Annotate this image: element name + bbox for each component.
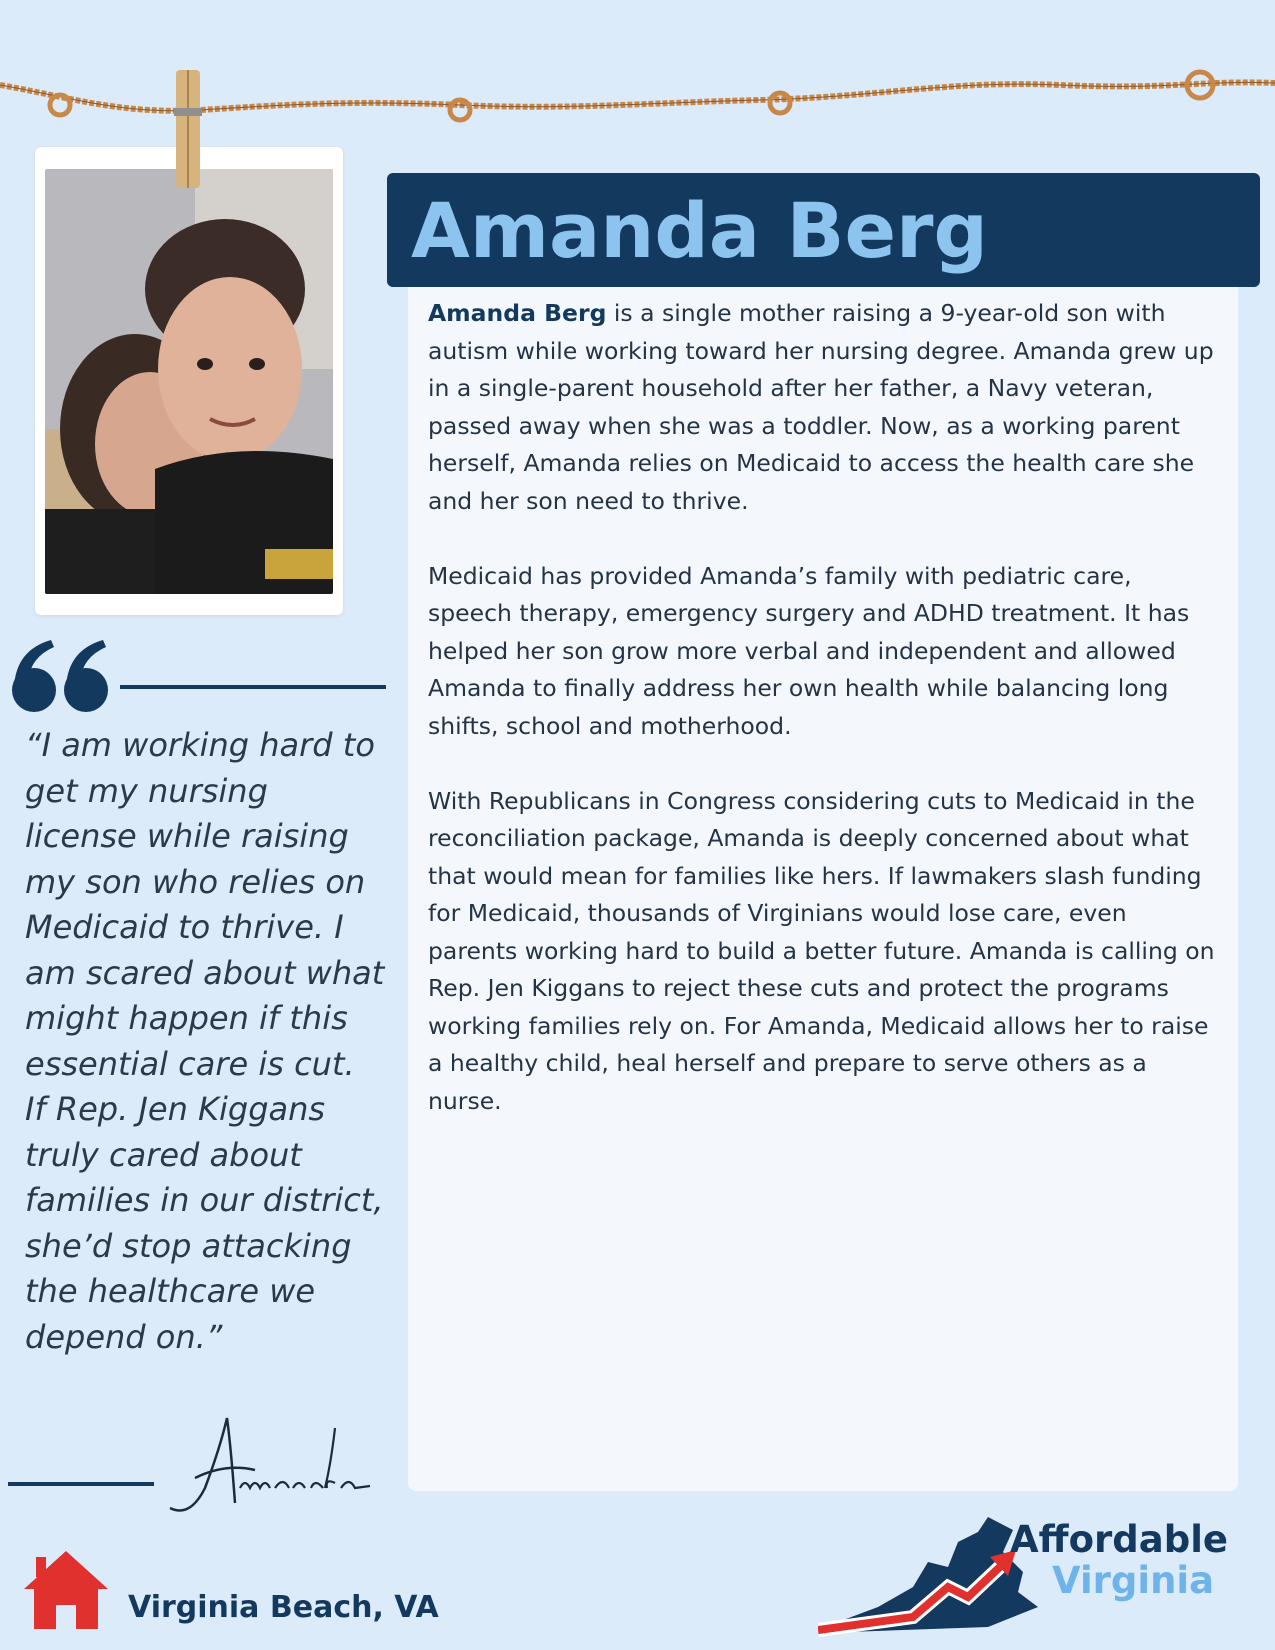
story-paragraph-3: With Republicans in Congress considering cuts to Medicaid in the reconciliation package, Amanda is deeply concerned about what that would mean for families like hers. If lawmakers slash funding for Medicaid, thousands of Virginians would lose care, even parents working hard to build a better future. Amanda is calling on Rep. Jen Kiggans to reject these cuts and protect the programs working families rely on. For Amanda, Medicaid allows her to raise a healthy child, heal herself and prepare to serve others as a nurse. [428,786,1215,1115]
name-banner [387,173,1260,287]
story-panel [408,287,1238,1491]
profile-photo [45,169,333,594]
story-lead-name: Amanda Berg [428,299,607,327]
story-text [428,295,1218,1158]
story-p1-text: is a single mother raising a 9-year-old son with autism while working toward her nursing degree. Amanda grew up in a single-parent household after her father, a Navy veteran, passed away when she was a toddler. Now, as a working parent herself, Amanda relies on Medicaid to access the health care she and her son need to thrive. [428,299,1214,515]
location-label: Virginia Beach, VA [128,1590,439,1625]
signature [165,1408,395,1518]
logo-text-affordable: Affordable [1010,1518,1228,1561]
page-title: Amanda Berg [411,186,988,275]
quote-mark-icon [6,635,111,715]
quote-divider [120,685,386,689]
logo-text-virginia: Virginia [1052,1559,1215,1602]
story-paragraph-1 [428,295,1218,520]
home-icon [22,1547,110,1631]
photo-frame [35,147,343,615]
clothespin-icon [172,70,204,188]
signature-divider [8,1482,154,1486]
story-paragraph-2: Medicaid has provided Amanda’s family with pediatric care, speech therapy, emergency surgery and ADHD treatment. It has helped her son grow more verbal and independent and allowed Amanda to finally address her own health while balancing long shifts, school and motherhood. [428,561,1190,740]
quote-text: “I am working hard to get my nursing license while raising my son who relies on Medicaid to thrive. I am scared about what might happen if this essential care is cut. If Rep. Jen Kiggans truly cared about families in our district, she’d stop attacking the healthcare we depend on.” [25,726,385,1356]
